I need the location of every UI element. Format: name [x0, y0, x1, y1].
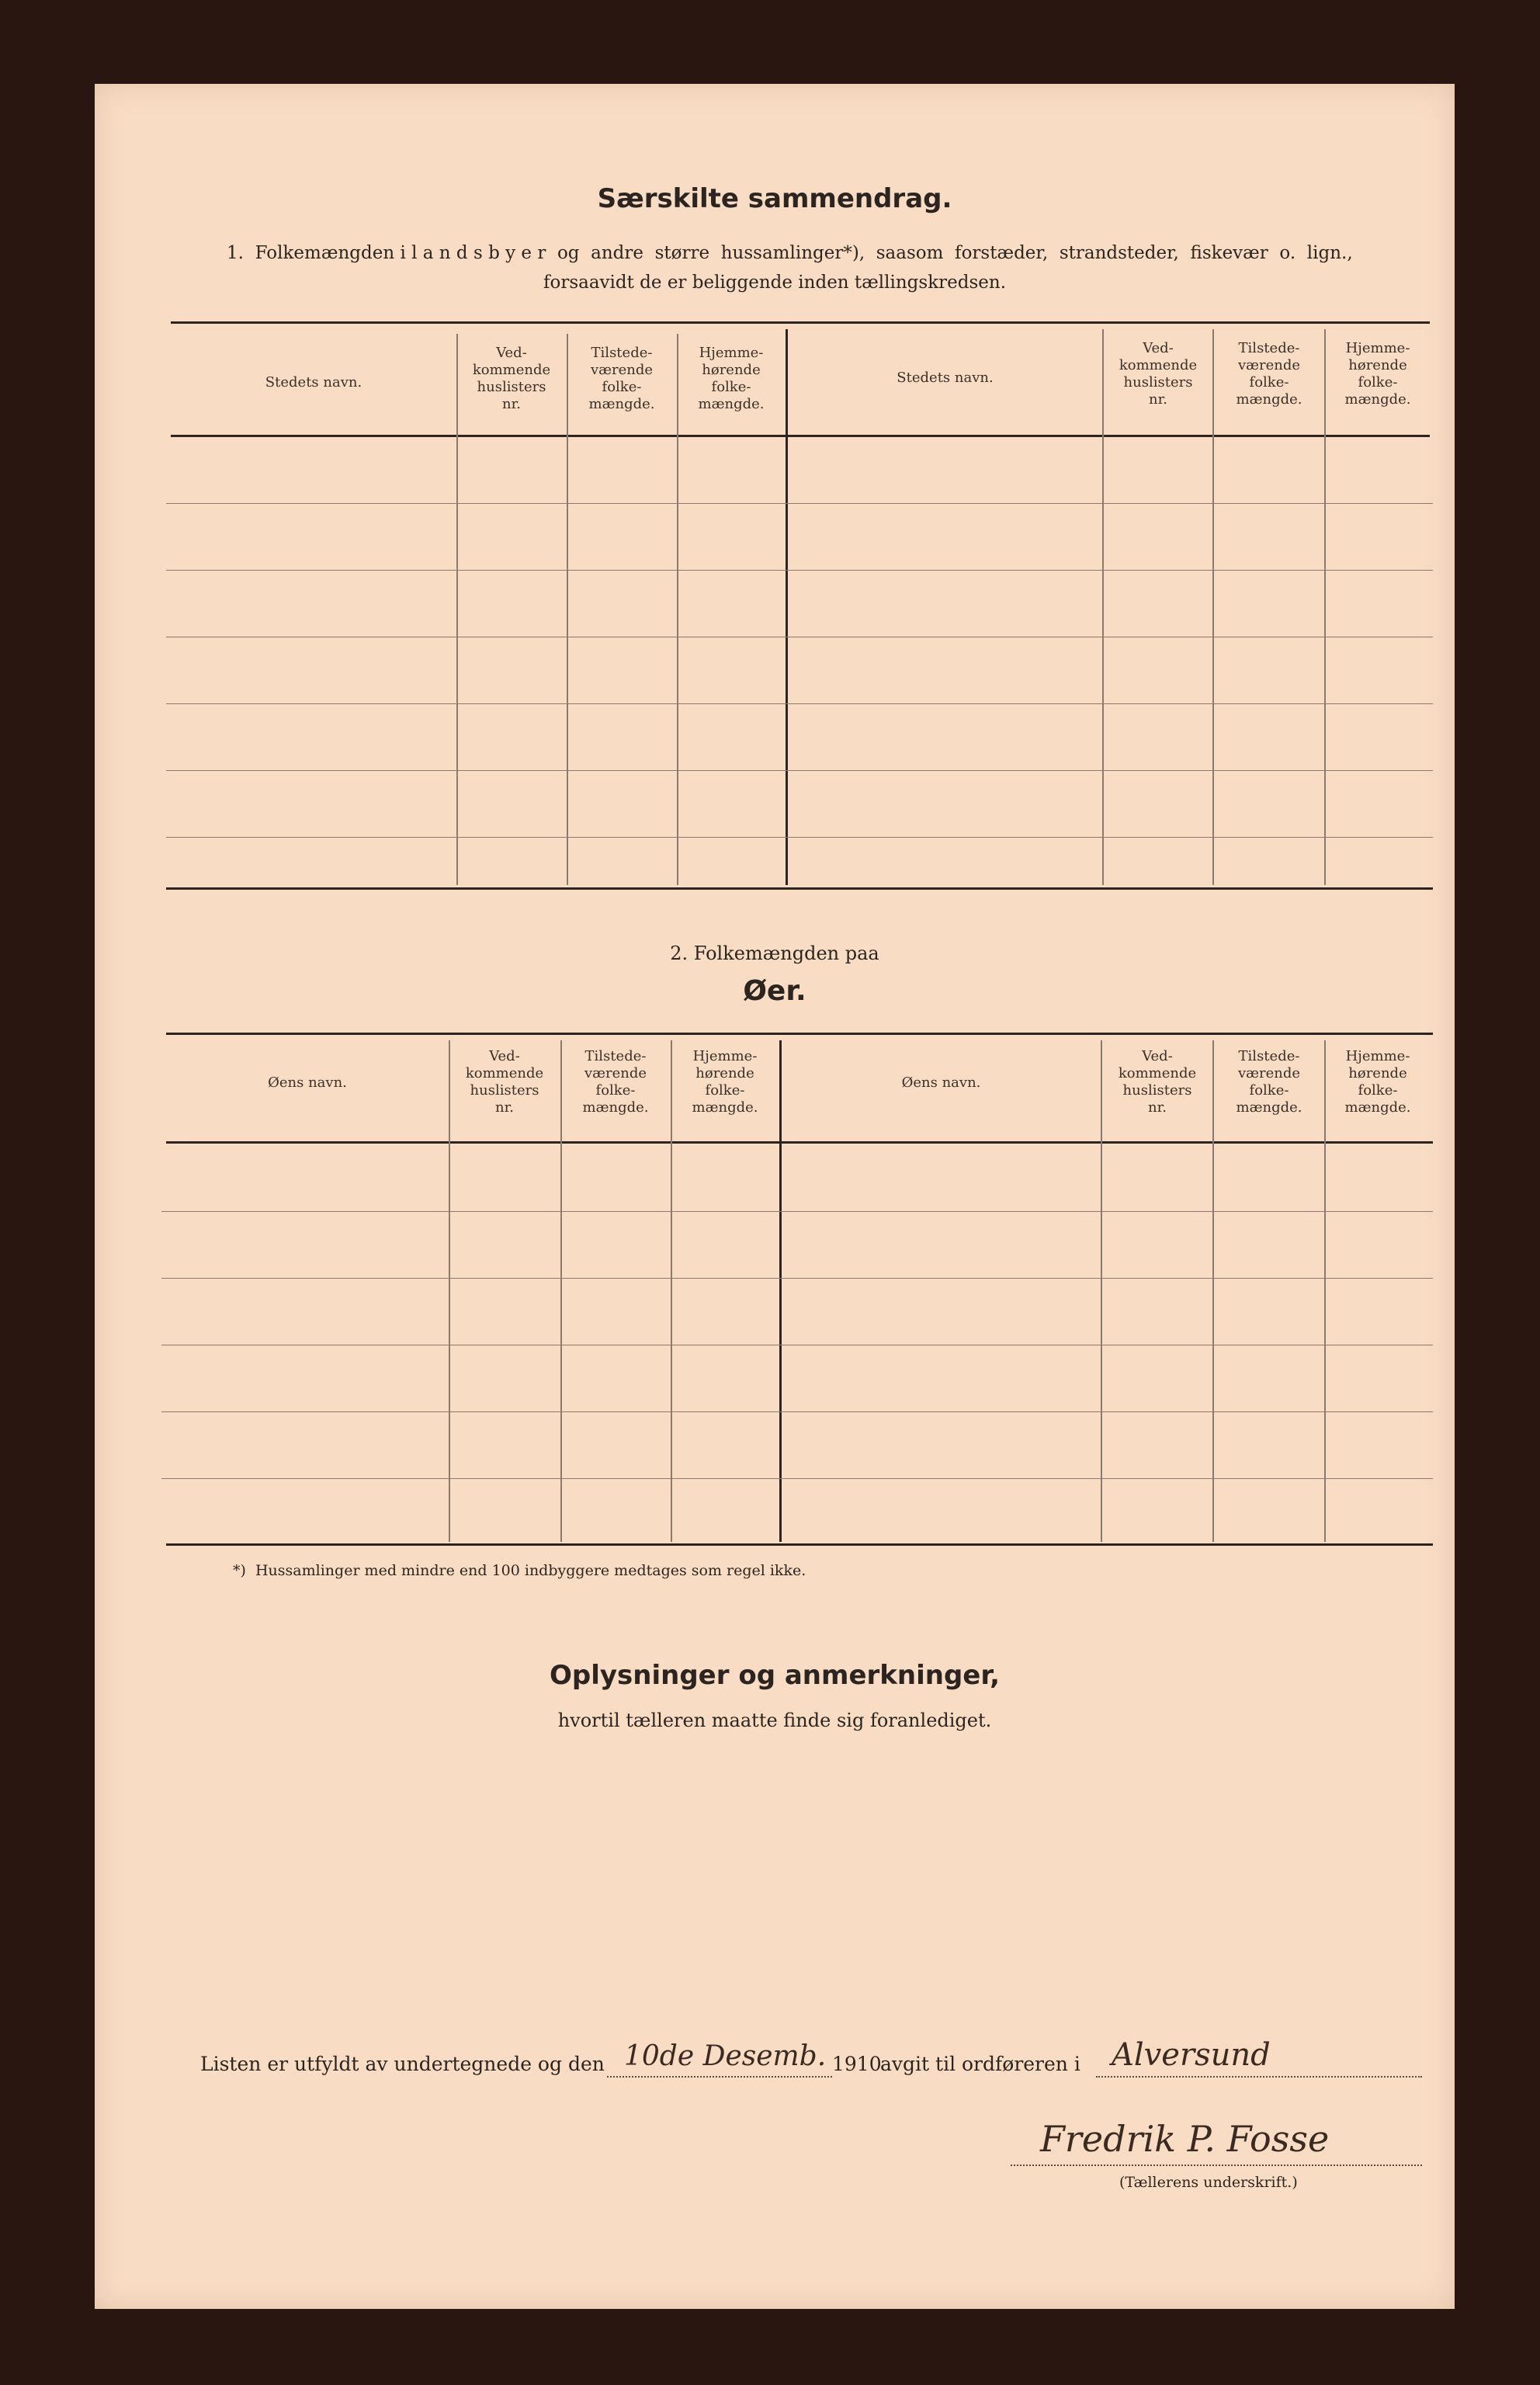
- enumerator-signature: Fredrik P. Fosse: [1040, 2118, 1330, 2160]
- col-hjemmehorende: Hjemme- hørende folke- mængde.: [698, 345, 765, 412]
- col-stedets-navn-right: Stedets navn.: [897, 370, 994, 386]
- col-oer-hjemmehorende: Hjemme- hørende folke- mængde.: [692, 1048, 758, 1116]
- col-tilstedevaerende-right: Tilstede- værende folke- mængde.: [1236, 340, 1302, 408]
- col-oer-hjemmehorende-right: Hjemme- hørende folke- mængde.: [1344, 1048, 1411, 1116]
- footnote: *) Hussamlinger med mindre end 100 indbyggere medtages som regel ikke.: [233, 1562, 806, 1579]
- signature-middle: avgit til ordføreren i: [880, 2053, 1080, 2075]
- col-oer-tilstedevaerende: Tilstede- værende folke- mængde.: [582, 1048, 649, 1116]
- col-huslisters-nr-right: Ved- kommende huslisters nr.: [1119, 340, 1198, 408]
- col-oens-navn-right: Øens navn.: [901, 1074, 981, 1091]
- col-tilstedevaerende: Tilstede- værende folke- mængde.: [588, 345, 655, 412]
- section1-line2: forsaavidt de er beliggende inden tællingskredsen.: [543, 273, 1007, 293]
- col-oer-huslisters-nr: Ved- kommende huslisters nr.: [465, 1048, 544, 1116]
- signature-place: Alversund: [1112, 2037, 1271, 2073]
- census-form-page: [95, 84, 1455, 2309]
- col-huslisters-nr: Ved- kommende huslisters nr.: [472, 345, 551, 412]
- col-stedets-navn: Stedets navn.: [265, 374, 362, 391]
- signature-year: 1910: [832, 2053, 882, 2075]
- signature-caption: (Tællerens underskrift.): [1119, 2174, 1298, 2191]
- remarks-subtitle: hvortil tælleren maatte finde sig foranlediget.: [557, 1710, 992, 1731]
- section1-line1: 1. Folkemængden i l a n d s b y e r og andre større hussamlinger*), saasom forstæder, strandsteder, fiskevær o. lign.,: [227, 243, 1353, 263]
- col-oens-navn: Øens navn.: [268, 1074, 347, 1091]
- section2-subheading: Øer.: [743, 975, 806, 1007]
- col-oer-huslisters-nr-right: Ved- kommende huslisters nr.: [1118, 1048, 1197, 1116]
- remarks-title: Oplysninger og anmerkninger,: [549, 1660, 1001, 1691]
- signature-date: 10de Desemb.: [624, 2040, 827, 2072]
- signature-prefix: Listen er utfyldt av undertegnede og den: [200, 2053, 605, 2075]
- page-title: Særskilte sammendrag.: [597, 183, 952, 214]
- col-hjemmehorende-right: Hjemme- hørende folke- mængde.: [1344, 340, 1411, 408]
- col-oer-tilstedevaerende-right: Tilstede- værende folke- mængde.: [1236, 1048, 1302, 1116]
- section2-heading: 2. Folkemængden paa: [670, 943, 879, 964]
